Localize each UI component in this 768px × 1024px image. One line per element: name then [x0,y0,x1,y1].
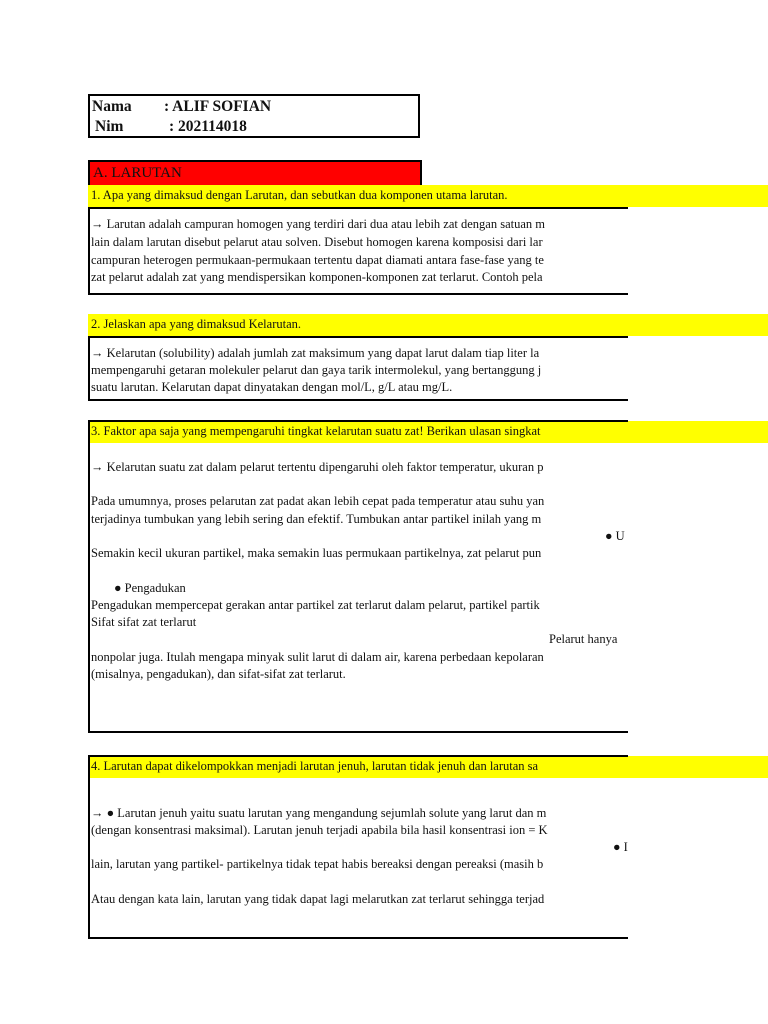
answer-4-line: lain, larutan yang partikel- partikelnya tidak tepat habis bereaksi dengan pereaksi (masih b [91,857,544,871]
answer-2-line: suatu larutan. Kelarutan dapat dinyatakan dengan mol/L, g/L atau mg/L. [91,380,453,394]
question-4-text: 4. Larutan dapat dikelompokkan menjadi larutan jenuh, larutan tidak jenuh dan larutan sa [91,759,539,773]
question-1-text: 1. Apa yang dimaksud dengan Larutan, dan sebutkan dua komponen utama larutan. [91,188,508,202]
nim-row [95,118,247,136]
question-3-text: 3. Faktor apa saja yang mempengaruhi tingkat kelarutan suatu zat! Berikan ulasan singkat [91,424,541,438]
answer-3-line: nonpolar juga. Itulah mengapa minyak sulit larut di dalam air, karena perbedaan kepolaran [91,650,544,664]
answer-3-line: (misalnya, pengadukan), dan sifat-sifat zat terlarut. [91,667,346,681]
nim-label: Nim [95,118,124,135]
answer-3-bullet: ● U [605,529,625,543]
answer-1-line: zat pelarut adalah zat yang mendispersikan komponen-komponen zat terlarut. Contoh pela [91,270,543,284]
question-1-band [88,185,768,207]
answer-3-line: Semakin kecil ukuran partikel, maka semakin luas permukaan partikelnya, zat pelarut pun [91,546,542,560]
answer-3-line: Pengadukan mempercepat gerakan antar partikel zat terlarut dalam pelarut, partikel partik [91,598,540,612]
answer-4-box [88,755,628,939]
answer-4-line: Atau dengan kata lain, larutan yang tidak dapat lagi melarutkan zat terlarut sehingga terjad [91,892,545,906]
question-2-band [88,314,768,336]
answer-3-line: terjadinya tumbukan yang lebih sering dan efektif. Tumbukan antar partikel inilah yang m [91,512,542,526]
answer-1-line: → Larutan adalah campuran homogen yang terdiri dari dua atau lebih zat dengan satuan m [91,217,545,231]
nama-label: Nama [92,98,132,115]
answer-3-line: → Kelarutan suatu zat dalam pelarut tertentu dipengaruhi oleh faktor temperatur, ukuran p [91,460,544,474]
answer-2-line: mempengaruhi getaran molekuler pelarut dan gaya tarik intermolekul, yang bertanggung j [91,363,542,377]
question-2-text: 2. Jelaskan apa yang dimaksud Kelarutan. [91,317,302,331]
answer-2-line: → Kelarutan (solubility) adalah jumlah zat maksimum yang dapat larut dalam tiap liter la [91,346,540,360]
answer-3-line: Pelarut hanya [549,632,618,646]
answer-1-line: campuran heterogen permukaan-permukaan tertentu dapat diamati antara fase-fase yang te [91,253,544,267]
answer-4-line: → ● Larutan jenuh yaitu suatu larutan yang mengandung sejumlah solute yang larut dan m [91,806,547,820]
answer-4-line: (dengan konsentrasi maksimal). Larutan jenuh terjadi apabila bila hasil konsentrasi ion = K [91,823,548,837]
nama-value: : ALIF SOFIAN [164,98,272,115]
answer-4-bullet: ● I [613,840,628,854]
answer-3-line: Sifat sifat zat terlarut [91,615,197,629]
nim-value: : 202114018 [169,118,247,135]
nama-row [92,98,271,116]
answer-3-bullet: ● Pengadukan [114,581,186,595]
answer-1-line: lain dalam larutan disebut pelarut atau solven. Disebut homogen karena komposisi dari lar [91,235,543,249]
answer-3-line: Pada umumnya, proses pelarutan zat padat akan lebih cepat pada temperatur atau suhu yan [91,494,545,508]
identity-box [88,94,420,138]
section-heading: A. LARUTAN [88,160,422,185]
